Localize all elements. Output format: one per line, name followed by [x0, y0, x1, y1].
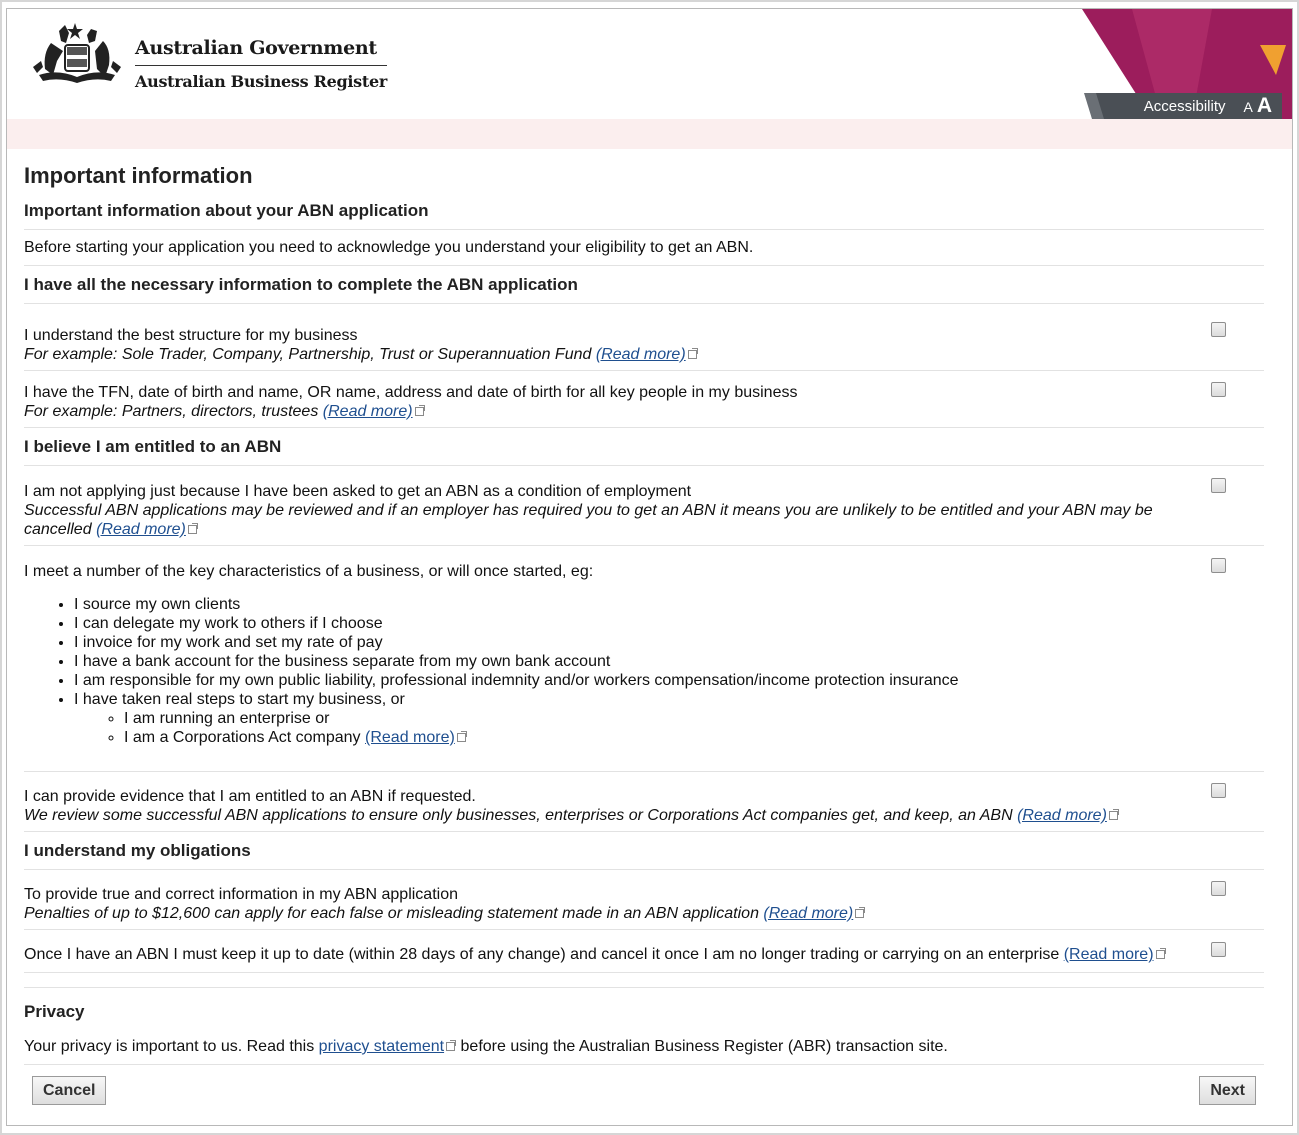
checklist-item-structure [24, 304, 1264, 371]
sub-list-item: ◦ I am running an enterprise or [124, 709, 1184, 728]
intro-text: Before starting your application you need to acknowledge you understand your eligibility to get an ABN. [24, 230, 1264, 266]
font-size-controls [1243, 94, 1272, 118]
acknowledge-checkbox-structure[interactable] [1211, 322, 1226, 337]
external-link-icon [188, 523, 198, 533]
item-text: I meet a number of the key characteristics of a business, or will once started, eg: [24, 563, 594, 580]
external-link-icon [457, 731, 467, 741]
accessibility-link[interactable]: Accessibility [1143, 97, 1226, 115]
external-link-icon [446, 1040, 456, 1050]
main-content [24, 159, 1264, 1115]
list-item: • I can delegate my work to others if I choose [74, 614, 1184, 633]
read-more-link[interactable]: (Read more) [1017, 807, 1107, 824]
government-name: Australian Government [135, 37, 387, 66]
external-link-icon [688, 348, 698, 358]
checklist-item-characteristics [24, 546, 1264, 772]
privacy-text: Your privacy is important to us. Read this privacy statement before using the Australian Business Register (ABR) transaction site. [24, 1030, 1264, 1065]
checklist-item-tfn [24, 371, 1264, 428]
checklist-item-true-information [24, 870, 1264, 930]
read-more-link[interactable]: (Read more) [1063, 946, 1154, 963]
read-more-link[interactable]: (Read more) [322, 403, 413, 420]
sub-list [74, 709, 1184, 747]
read-more-link[interactable]: (Read more) [365, 729, 455, 746]
font-large-button[interactable]: A [1256, 94, 1272, 117]
page-subtitle: Important information about your ABN application [24, 201, 1264, 230]
list-item: • I am responsible for my own public liability, professional indemnity and/or workers compensation/income protection insurance [74, 671, 1184, 690]
next-button[interactable]: Next [1199, 1076, 1256, 1105]
item-note: Successful ABN applications may be reviewed and if an employer has required you to get an ABN it means you are unlikely to be entitled and your ABN may be cancelled (Read more) [24, 502, 1153, 538]
acknowledge-checkbox-true-information[interactable] [1211, 881, 1226, 896]
characteristics-list [24, 595, 1184, 747]
acknowledge-checkbox-evidence[interactable] [1211, 783, 1226, 798]
read-more-link[interactable]: (Read more) [96, 521, 186, 538]
item-text: To provide true and correct information in my ABN application [24, 886, 458, 903]
section-heading-obligations: I understand my obligations [24, 832, 1264, 870]
agency-name: Australian Business Register [135, 72, 387, 91]
item-note: For example: Partners, directors, trustees (Read more) [24, 402, 1184, 421]
item-note: For example: Sole Trader, Company, Partnership, Trust or Superannuation Fund (Read more) [24, 345, 1184, 364]
accessibility-bar [1086, 93, 1286, 119]
external-link-icon [855, 907, 865, 917]
checklist-item-employment [24, 466, 1264, 546]
item-note: Penalties of up to $12,600 can apply for each false or misleading statement made in an ABN application (Read more) [24, 904, 1184, 923]
external-link-icon [415, 405, 425, 415]
font-small-button[interactable]: A [1243, 99, 1253, 115]
list-item: • I invoice for my work and set my rate of pay [74, 633, 1184, 652]
acknowledge-checkbox-characteristics[interactable] [1211, 558, 1226, 573]
privacy-statement-link[interactable]: privacy statement [318, 1038, 445, 1055]
page-title: Important information [24, 163, 253, 188]
coat-of-arms-icon [29, 23, 125, 95]
acknowledge-checkbox-tfn[interactable] [1211, 382, 1226, 397]
page-frame [6, 8, 1293, 1126]
list-item: • I source my own clients [74, 595, 1184, 614]
item-text: I can provide evidence that I am entitled to an ABN if requested. [24, 788, 476, 805]
acknowledge-checkbox-keep-updated[interactable] [1211, 942, 1226, 957]
button-row [24, 1065, 1264, 1115]
section-heading-entitlement: I believe I am entitled to an ABN [24, 428, 1264, 466]
site-header [7, 9, 1292, 119]
checklist-item-keep-updated [24, 930, 1264, 973]
privacy-heading: Privacy [24, 987, 1264, 1030]
external-link-icon [1156, 948, 1166, 958]
external-link-icon [1109, 809, 1119, 819]
cancel-button[interactable]: Cancel [32, 1076, 106, 1105]
section-heading-information: I have all the necessary information to complete the ABN application [24, 266, 1264, 304]
item-text: I am not applying just because I have been asked to get an ABN as a condition of employment [24, 483, 692, 500]
header-divider-bar [7, 119, 1292, 149]
read-more-link[interactable]: (Read more) [763, 905, 854, 922]
acknowledge-checkbox-employment[interactable] [1211, 478, 1226, 493]
sub-list-item: ◦ I am a Corporations Act company (Read more) [124, 728, 1184, 747]
list-item: • I have taken real steps to start my business, or ◦ I am running an enterprise or ◦ I am a Corporations Act company (Read more) [74, 690, 1184, 747]
government-branding [135, 37, 387, 91]
item-text: Once I have an ABN I must keep it up to date (within 28 days of any change) and cancel it once I am no longer trading or carrying on an enterprise (Read more) [24, 945, 1184, 964]
list-item: • I have a bank account for the business separate from my own bank account [74, 652, 1184, 671]
item-note: We review some successful ABN applications to ensure only businesses, enterprises or Corporations Act companies get, and keep, an ABN (Read more) [24, 806, 1184, 825]
item-text: I understand the best structure for my business [24, 327, 358, 344]
checklist-item-evidence [24, 772, 1264, 832]
item-text: I have the TFN, date of birth and name, OR name, address and date of birth for all key people in my business [24, 384, 798, 401]
read-more-link[interactable]: (Read more) [595, 346, 686, 363]
